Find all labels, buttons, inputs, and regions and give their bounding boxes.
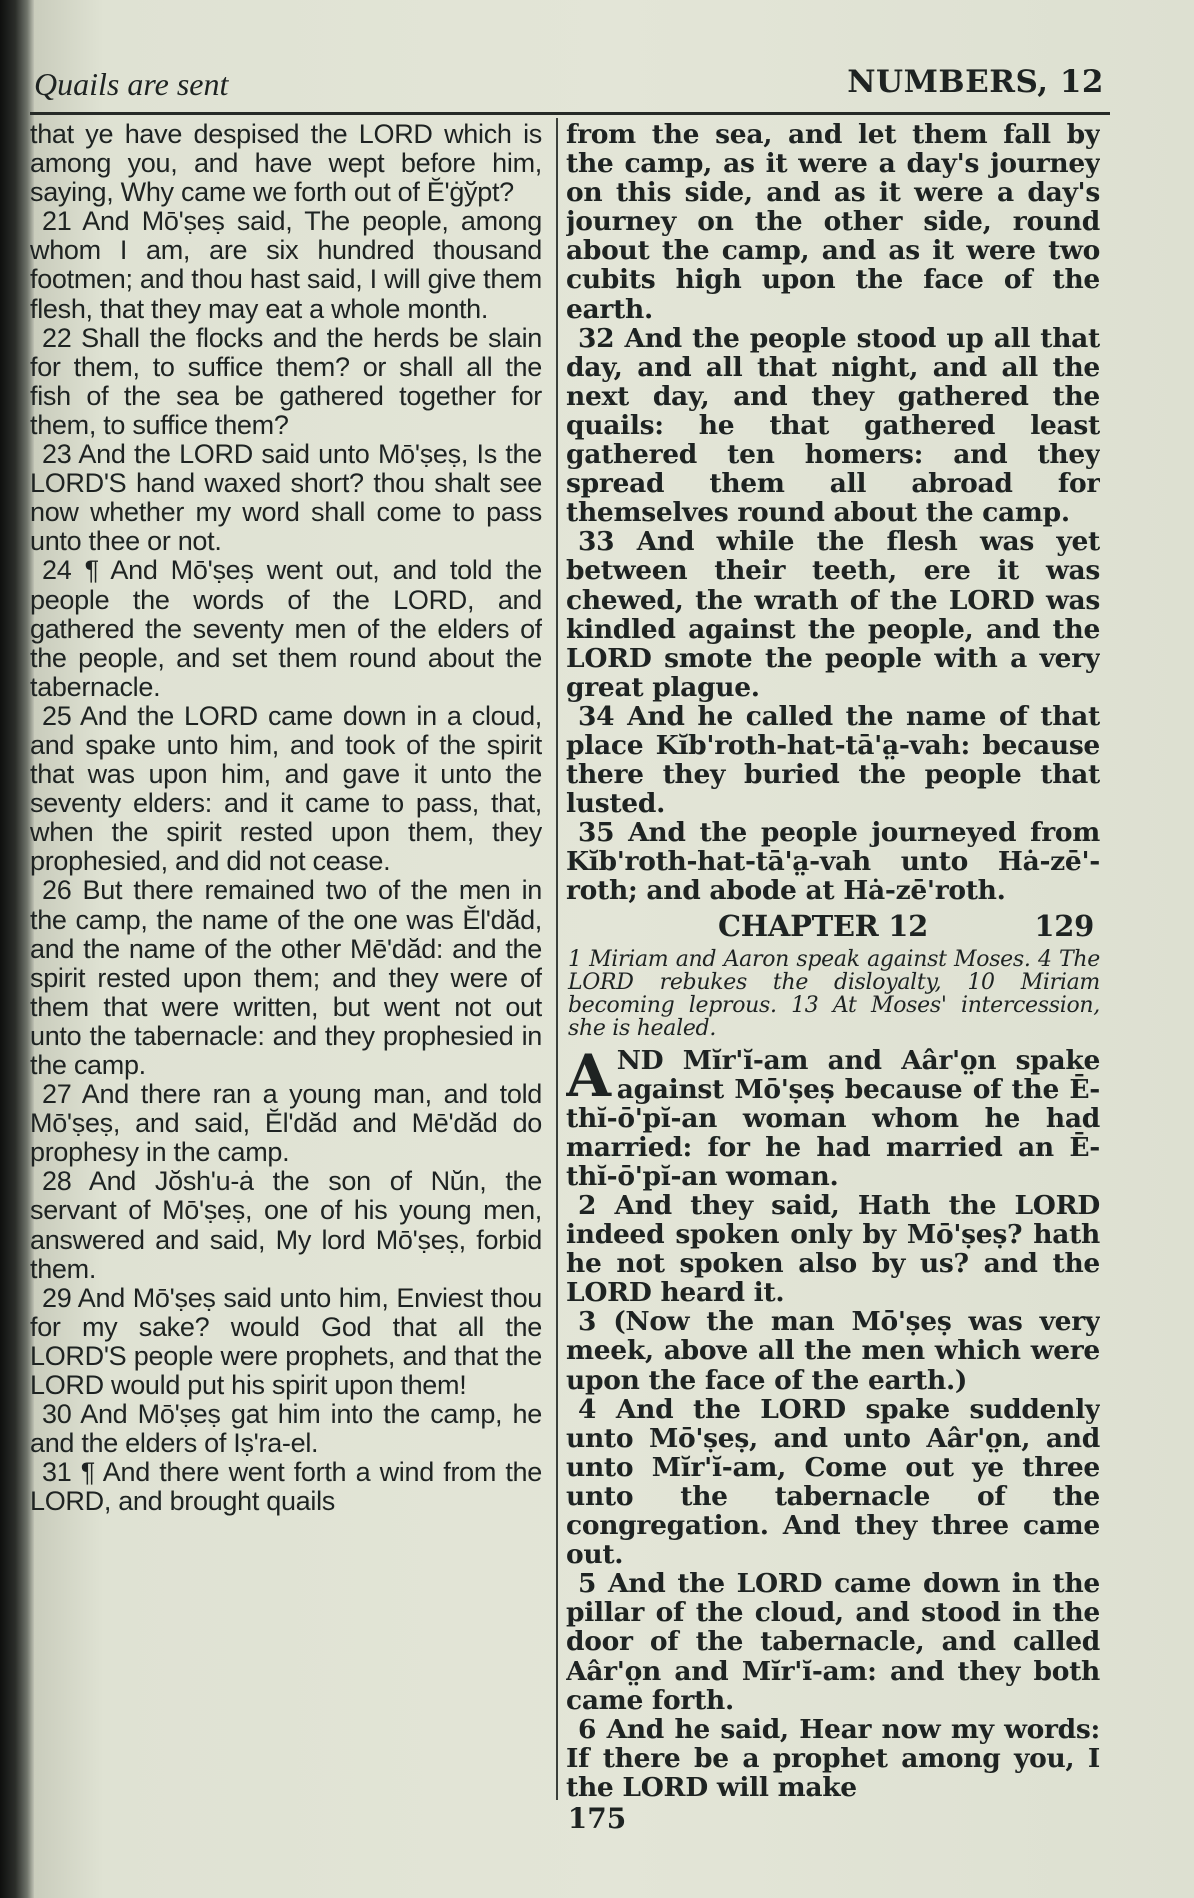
verse-3: 3 (Now the man Mō'ṣeṣ was very meek, above all the men which were upon the face of the earth.) [566, 1306, 1100, 1396]
verse-28: 28 And Jŏsh'u-ȧ the son of Nŭn, the servant of Mō'ṣeṣ, one of his young men, answered and said, My lord Mō'ṣeṣ, forbid them. [30, 1166, 542, 1284]
verse-1-text: ND Mĭr'ĭ-am and Aâr'o̤n spake against Mō'ṣeṣ because of the Ē-thĭ-ō'pĭ-an woman whom he had married: for he had married an Ē-thĭ-ō'pĭ-an woman. [566, 1044, 1100, 1192]
verse-30: 30 And Mō'ṣeṣ gat him into the camp, he and the elders of Iṣ'ra-el. [30, 1399, 542, 1459]
verse-4: 4 And the LORD spake suddenly unto Mō'ṣeṣ, and unto Aâr'o̤n, and unto Mĭr'ĭ-am, Come out ye three unto the tabernacle of the congregation. And they three came out. [566, 1393, 1100, 1571]
verse-6: 6 And he said, Hear now my words: If there be a prophet among you, I the LORD will make [566, 1713, 1100, 1800]
verse-25: 25 And the LORD came down in a cloud, and spake unto him, and took of the spirit that was upon him, and gave it unto the seventy elders: and it came to pass, that, when the spirit rested upon them, they prophesied, and did not cease. [30, 700, 542, 877]
verse-32: 32 And the people stood up all that day, and all that night, and all the next day, and they gathered the quails: he that gathered least gathered ten homers: and they spread them all abroad for themselves round about the camp. [566, 322, 1100, 529]
verse-5: 5 And the LORD came down in the pillar of the cloud, and stood in the door of the tabernacle, and called Aâr'o̤n and Mĭr'ĭ-am: and they both came forth. [566, 1568, 1100, 1716]
verse-34: 34 And he called the name of that place Kĭb'roth-hat-tā'a̤-vah: because there they buried the people that lusted. [566, 700, 1100, 820]
verse-35: 35 And the people journeyed from Kĭb'roth-hat-tā'a̤-vah unto Hȧ-zē'-roth; and abode at Hȧ-zē'roth. [566, 817, 1100, 907]
chapter-summary: 1 Miriam and Aaron speak against Moses. 4 The LORD rebukes the disloyalty, 10 Miriam becoming leprous. 13 At Moses' intercession, she is healed. [568, 946, 1100, 1041]
verse-31: 31 ¶ And there went forth a wind from the LORD, and brought quails [30, 1457, 542, 1517]
verse-22: 22 Shall the flocks and the herds be slain for them, to suffice them? or shall all the fish of the sea be gathered together for them, to suffice them? [30, 322, 542, 440]
verse-26: 26 But there remained two of the men in the camp, the name of the one was Ĕl'dăd, and the name of the other Mē'dăd: and the spirit rested upon them; and they were of them that were written, but went not out unto the tabernacle: and they prophesied in the camp. [30, 875, 542, 1080]
verse-21: 21 And Mō'ṣeṣ said, The people, among whom I am, are six hundred thousand footmen; and thou hast said, I will give them flesh, that they may eat a whole month. [30, 206, 542, 324]
verse-text: from the sea, and let them fall by the camp, as it were a day's journey on this side, and as it were a day's journey on the other side, round about the camp, and as it were two cubits high upon the face of the earth. [566, 120, 1100, 325]
right-column [566, 120, 1100, 1800]
verse-33: 33 And while the flesh was yet between their teeth, ere it was chewed, the wrath of the LORD was kindled against the people, and the LORD smote the people with a very great plague. [566, 526, 1100, 703]
column-divider [556, 118, 558, 1800]
chapter-title: CHAPTER 12 [718, 908, 929, 943]
verse-23: 23 And the LORD said unto Mō'ṣeṣ, Is the LORD'S hand waxed short? thou shalt see now whether my word shall come to pass unto thee or not. [30, 439, 542, 557]
running-head-left: Quails are sent [34, 66, 229, 102]
chapter-heading [566, 906, 1100, 948]
left-column [30, 120, 542, 1800]
running-head-right: NUMBERS, 12 [847, 64, 1104, 100]
verse-text: that ye have despised the LORD which is among you, and have wept before him, saying, Why came we forth out of Ĕ'ġўpt? [30, 120, 542, 208]
verse-27: 27 And there ran a young man, and told Mō'ṣeṣ, and said, Ĕl'dăd and Mē'dăd do prophesy in the camp. [30, 1079, 542, 1168]
chapter-reference-number: 129 [1034, 908, 1094, 943]
verse-1 [566, 1041, 1100, 1192]
verse-2: 2 And they said, Hath the LORD indeed spoken only by Mō'ṣeṣ? hath he not spoken also by us? and the LORD heard it. [566, 1190, 1100, 1309]
verse-24: 24 ¶ And Mō'ṣeṣ went out, and told the people the words of the LORD, and gathered the seventy men of the elders of the people, and set them round about the tabernacle. [30, 555, 542, 702]
header-rule [30, 112, 1110, 115]
page-number: 175 [567, 1802, 627, 1835]
drop-cap: A [566, 1041, 611, 1110]
book-spine-shadow [0, 0, 34, 1898]
verse-29: 29 And Mō'ṣeṣ said unto him, Enviest thou for my sake? would God that all the LORD'S people were prophets, and that the LORD would put his spirit upon them! [30, 1282, 542, 1401]
